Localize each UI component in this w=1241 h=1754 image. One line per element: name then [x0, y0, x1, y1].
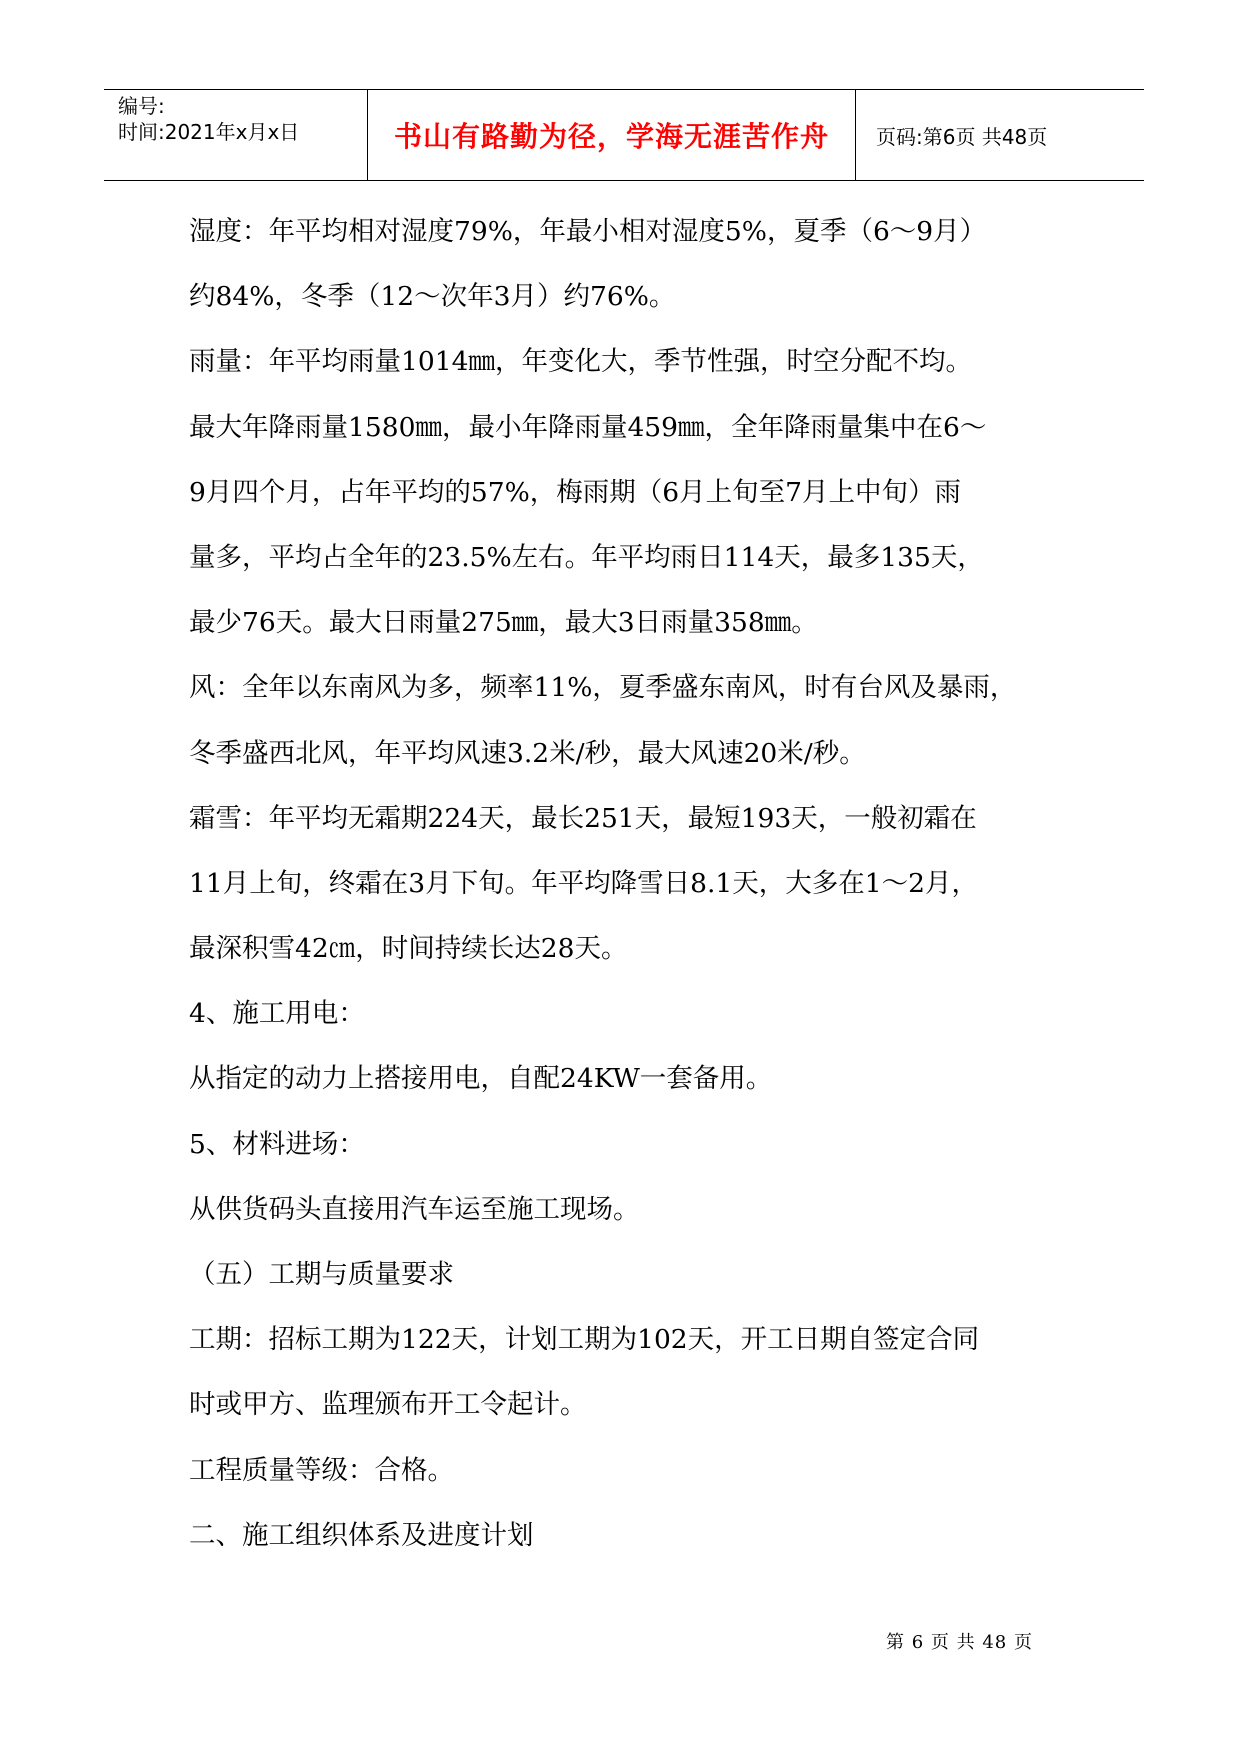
body-line: 最少76天。最大日雨量275㎜，最大3日雨量358㎜。 — [189, 607, 818, 639]
body-line: 9月四个月，占年平均的57%，梅雨期（6月上旬至7月上中旬）雨 — [189, 476, 961, 508]
page-footer: 第 6 页 共 48 页 — [886, 1632, 1033, 1653]
header-meta — [104, 90, 367, 180]
body-line: 最深积雪42㎝，时间持续长达28天。 — [189, 933, 628, 965]
section-heading: 5、材料进场： — [189, 1128, 365, 1160]
body-line: 冬季盛西北风，年平均风速3.2米/秒，最大风速20米/秒。 — [189, 737, 866, 769]
header-motto: 书山有路勤为径，学海无涯苦作舟 — [367, 90, 856, 180]
body-line: 最大年降雨量1580㎜，最小年降雨量459㎜，全年降雨量集中在6～ — [189, 411, 987, 443]
body-line: 风：全年以东南风为多，频率11%，夏季盛东南风，时有台风及暴雨， — [189, 672, 1017, 704]
body-line: 雨量：年平均雨量1014㎜，年变化大，季节性强，时空分配不均。 — [189, 346, 972, 378]
section-heading: （五）工期与质量要求 — [189, 1259, 454, 1290]
section-heading: 4、施工用电： — [189, 998, 365, 1030]
body-line: 霜雪：年平均无霜期224天，最长251天，最短193天，一般初霜在 — [189, 802, 977, 834]
body-line: 从供货码头直接用汽车运至施工现场。 — [189, 1193, 640, 1225]
body-line: 湿度：年平均相对湿度79%，年最小相对湿度5%，夏季（6～9月） — [189, 216, 987, 247]
document-number-label: 编号: — [118, 94, 165, 118]
body-line: 从指定的动力上搭接用电，自配24KW一套备用。 — [189, 1063, 773, 1095]
body-line: 量多，平均占全年的23.5%左右。年平均雨日114天，最多135天， — [189, 541, 984, 573]
body-line: 11月上旬，终霜在3月下旬。年平均降雪日8.1天，大多在1～2月， — [189, 867, 978, 899]
body-line: 约84%，冬季（12～次年3月）约76%。 — [189, 281, 676, 313]
chapter-heading: 二、施工组织体系及进度计划 — [189, 1519, 534, 1551]
body-line: 时或甲方、监理颁布开工令起计。 — [189, 1389, 587, 1421]
header-page-number: 页码:第6页 共48页 — [876, 124, 1048, 149]
document-time-label: 时间:2021年x月x日 — [118, 120, 300, 144]
body-line: 工期：招标工期为122天，计划工期为102天，开工日期自签定合同 — [189, 1324, 980, 1356]
body-line: 工程质量等级：合格。 — [189, 1454, 454, 1486]
document-body — [189, 215, 1089, 1584]
page-header — [104, 89, 1144, 181]
